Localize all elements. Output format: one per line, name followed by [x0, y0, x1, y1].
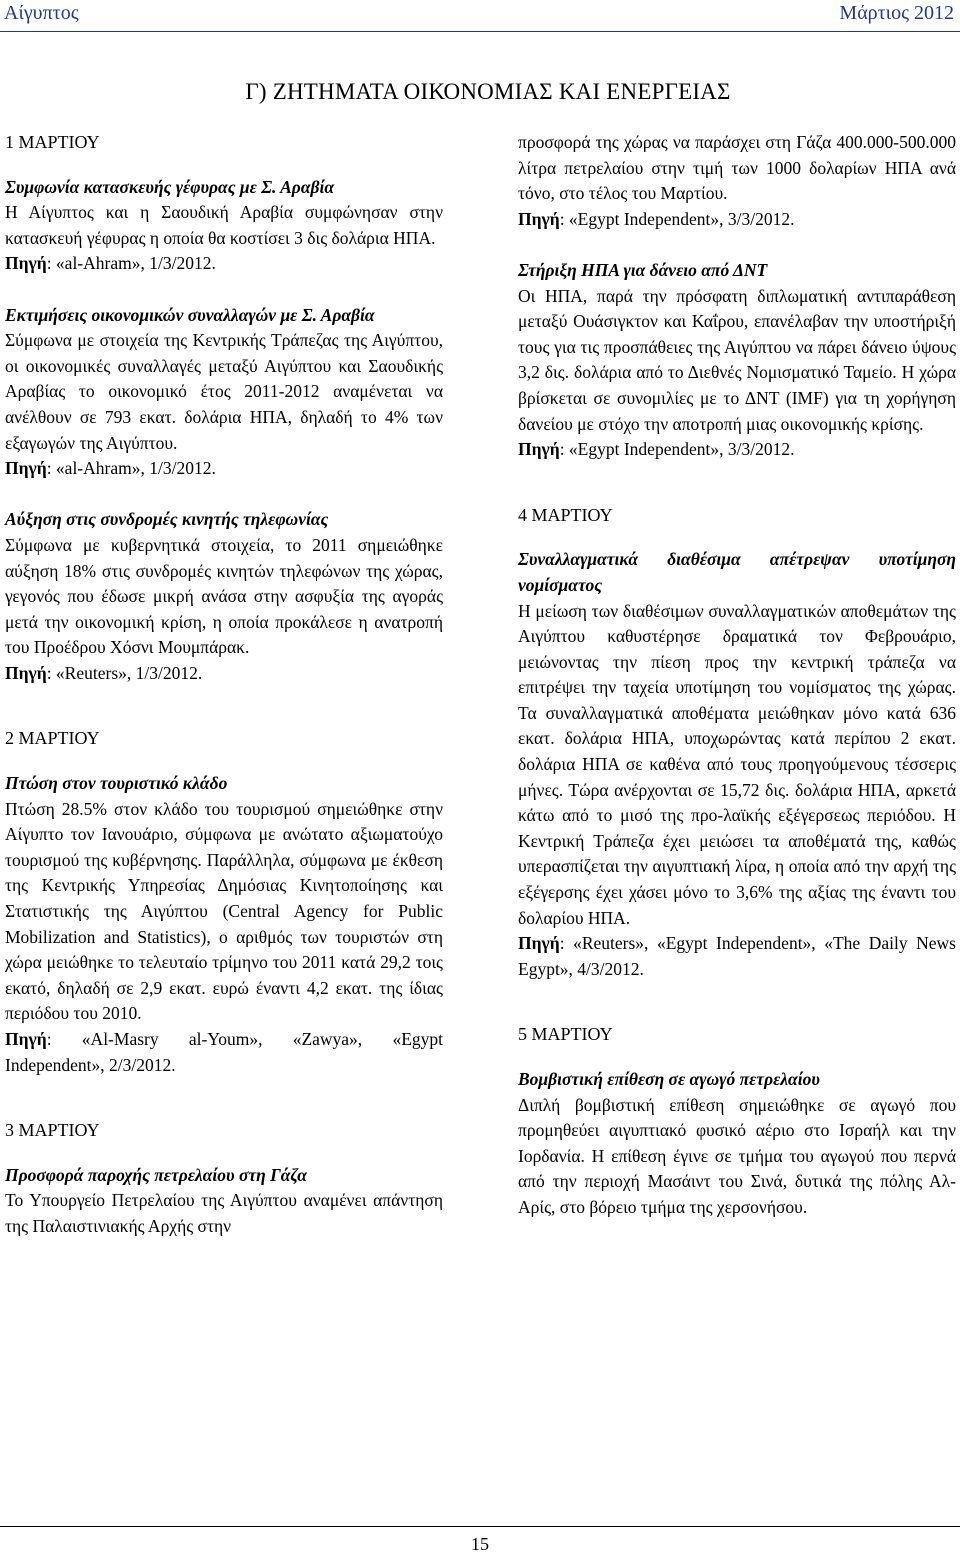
article-body: Οι ΗΠΑ, παρά την πρόσφατη διπλωματική αντιπαράθεση μεταξύ Ουάσιγκτον και Καΐρου, επανέλαβαν την υποστήριξή τους για τις προσπάθειες της Αιγύπτου να πάρει δάνειο ύψους 3,2 δις. δολάρια από το Διεθνές Νομισματικό Ταμείο. Η χώρα βρίσκεται σε συνομιλίες με το ΔΝΤ (IMF) για τη χορήγηση δανείου με στόχο την αποτροπή μιας οικονομικής κρίσης. — [518, 285, 956, 434]
article — [5, 175, 443, 277]
right-column — [518, 130, 956, 1221]
source-label: Πηγή — [5, 662, 47, 683]
source-text: : «Reuters», 1/3/2012. — [46, 662, 203, 683]
article-body: Το Υπουργείο Πετρελαίου της Αιγύπτου αναμένει απάντηση της Παλαιστινιακής Αρχής στην — [5, 1190, 443, 1236]
article-body: Η Αίγυπτος και η Σαουδική Αραβία συμφώνησαν στην κατασκευή γέφυρας η οποία θα κοστίσει 3 δις δολάρια ΗΠΑ. — [5, 202, 443, 248]
source-text: : «Egypt Independent», 3/3/2012. — [559, 439, 795, 460]
source-label: Πηγή — [518, 208, 560, 229]
page-number: 15 — [471, 1534, 489, 1554]
article-source — [5, 1027, 443, 1078]
footer-rule — [0, 1526, 960, 1527]
source-label: Πηγή — [5, 458, 47, 479]
source-label: Πηγή — [518, 933, 560, 954]
article-source — [518, 437, 956, 463]
running-header — [0, 2, 960, 28]
header-rule — [0, 31, 960, 32]
source-text: : «al-Ahram», 1/3/2012. — [46, 253, 216, 274]
article — [518, 258, 956, 463]
article-source — [5, 456, 443, 482]
article — [518, 547, 956, 982]
article-body: προσφορά της χώρας να παράσχει στη Γάζα 400.000-500.000 λίτρα πετρελαίου στην τιμή των 1000 δολαρίων ΗΠΑ ανά τόνο, στο τέλος του Μαρτίου. — [518, 132, 956, 204]
article — [5, 771, 443, 1078]
article-body: Διπλή βομβιστική επίθεση σημειώθηκε σε αγωγό που προμηθεύει αιγυπτιακό φυσικό αέριο στο Ισραήλ και την Ιορδανία. Η επίθεση έγινε σε τμήμα του αγωγού που περνά από την περιοχή Μασάιντ του Σινά, δυτικά της πόλης Αλ-Αρίς, στο βόρειο τμήμα της χερσονήσου. — [518, 1094, 956, 1217]
header-country: Αίγυπτος — [4, 2, 79, 24]
source-label: Πηγή — [5, 1029, 47, 1049]
article-heading: Εκτιμήσεις οικονομικών συναλλαγών με Σ. Αραβία — [5, 304, 375, 325]
source-label: Πηγή — [5, 253, 47, 274]
article-continued — [518, 130, 956, 232]
date-heading: 5 ΜΑΡΤΙΟΥ — [518, 1024, 613, 1045]
article — [5, 1163, 443, 1240]
article-heading: Συμφωνία κατασκευής γέφυρας με Σ. Αραβία — [5, 176, 335, 197]
article-body: Σύμφωνα με κυβερνητικά στοιχεία, το 2011 σημειώθηκε αύξηση 18% στις συνδρομές κινητών τηλεφώνων της χώρας, γεγονός που έδωσε μικρή ανάσα στην ασφυξία της αγοράς μετά την οικονομική κρίση, η οποία προκάλεσε η ανατροπή του Προέδρου Χόσνι Μουμπάρακ. — [5, 534, 443, 658]
article-source — [518, 931, 956, 982]
article-heading: Συναλλαγματικά διαθέσιμα απέτρεψαν υποτίμηση νομίσματος — [518, 549, 956, 595]
article-heading: Βομβιστική επίθεση σε αγωγό πετρελαίου — [518, 1069, 820, 1089]
source-text: : «Al-Masry al-Youm», «Zawya», «Egypt Independent», 2/3/2012. — [5, 1029, 443, 1075]
article-heading: Πτώση στον τουριστικό κλάδο — [5, 773, 228, 794]
article-source — [5, 661, 443, 687]
header-date: Μάρτιος 2012 — [839, 2, 954, 24]
article-body: Σύμφωνα με στοιχεία της Κεντρικής Τράπεζας της Αιγύπτου, οι οικονομικές συναλλαγές μεταξύ Αιγύπτου και Σαουδικής Αραβίας το οικονομικό έτος 2011-2012 αναμένεται να ανέλθουν σε 793 εκατ. δολάρια ΗΠΑ, δηλαδή το 4% των εξαγωγών της Αιγύπτου. — [5, 330, 443, 453]
article-source — [5, 251, 443, 277]
left-column — [5, 130, 443, 1240]
article-heading: Προσφορά παροχής πετρελαίου στη Γάζα — [5, 1164, 307, 1185]
section-title: Γ) ΖΗΤΗΜΑΤΑ ΟΙΚΟΝΟΜΙΑΣ ΚΑΙ ΕΝΕΡΓΕΙΑΣ — [245, 79, 731, 104]
article — [518, 1067, 956, 1221]
article-source — [518, 207, 956, 233]
article-heading: Αύξηση στις συνδρομές κινητής τηλεφωνίας — [5, 509, 329, 530]
article-body: Η μείωση των διαθέσιμων συναλλαγματικών αποθεμάτων της Αιγύπτου καθυστέρησε δραματικά τον Φεβρουάριο, μειώνοντας την πίεση προς την κεντρική τράπεζα να επιτρέψει την ταχεία υποτίμηση του νομίσματος της χώρας. Τα συναλλαγματικά αποθέματα μειώθηκαν μόνο κατά 636 εκατ. δολάρια ΗΠΑ, υποχωρώντας κατά περίπου 2 εκατ. δολάρια ΗΠΑ σε καθένα από τους προηγούμενους τέσσερις μήνες. Τώρα ανέρχονται σε 15,72 δις. δολάρια ΗΠΑ, αρκετά κάτω από το μισό της προ-λαϊκής εξέγερσεως περιόδου. Η Κεντρική Τράπεζα έχει μειώσει τα αποθέματά της, καθώς υπερασπίζεται την αιγυπτιακή λίρα, η οποία από την αρχή της εξέγερσης έχει χάσει μόνο το 3,6% της αξίας της έναντι του δολαρίου ΗΠΑ. — [518, 600, 956, 928]
source-text: : «Egypt Independent», 3/3/2012. — [559, 208, 795, 229]
source-text: : «al-Ahram», 1/3/2012. — [46, 458, 216, 479]
date-heading: 3 ΜΑΡΤΙΟΥ — [5, 1120, 100, 1141]
article-body: Πτώση 28.5% στον κλάδο του τουρισμού σημειώθηκε στην Αίγυπτο τον Ιανουάριο, σύμφωνα με ανώτατο αξιωματούχο τουρισμού της κυβέρνησης. Παράλληλα, σύμφωνα με έκθεση της Κεντρικής Υπηρεσίας Δημόσιας Κινητοποίησης και Στατιστικής της Αιγύπτου (Central Agency for Public Mobilization and Statistics), ο αριθμός των τουριστών στη χώρα μειώθηκε το τελευταίο τρίμηνο του 2011 κατά 29,2 τοις εκατό, δηλαδή σε 2,9 εκατ. ευρώ έναντι 4,2 εκατ. της ίδιας περιόδου του 2010. — [5, 798, 443, 1024]
source-text: : «Reuters», «Egypt Independent», «The Daily News Egypt», 4/3/2012. — [518, 933, 956, 979]
source-label: Πηγή — [518, 439, 560, 460]
article-heading: Στήριξη ΗΠΑ για δάνειο από ΔΝΤ — [518, 259, 768, 280]
date-heading: 4 ΜΑΡΤΙΟΥ — [518, 504, 613, 525]
date-heading: 1 ΜΑΡΤΙΟΥ — [5, 132, 100, 152]
date-heading: 2 ΜΑΡΤΙΟΥ — [5, 728, 100, 749]
article — [5, 507, 443, 686]
article — [5, 303, 443, 482]
